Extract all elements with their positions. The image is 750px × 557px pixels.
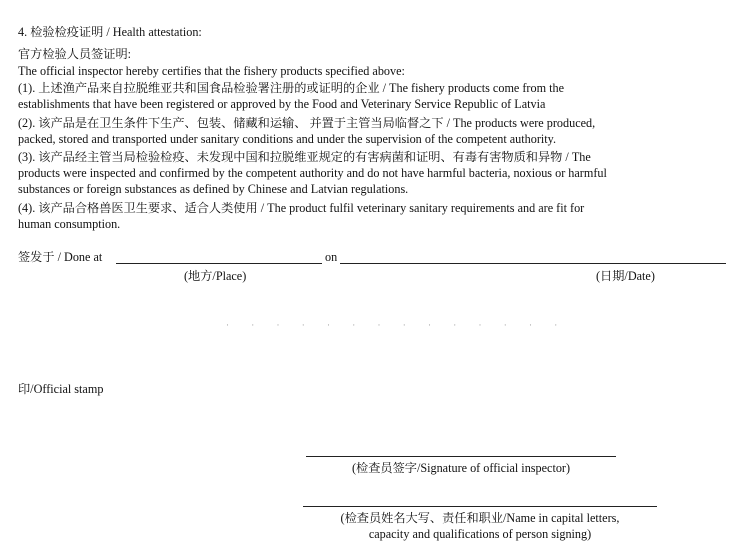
section-sub-heading: 官方检验人员签证明: [18,47,132,61]
date-field-line[interactable] [340,263,726,264]
done-at-label: 签发于 / Done at [18,250,103,264]
place-field-line[interactable] [116,263,322,264]
item-4-line-1: (4). 该产品合格兽医卫生要求、适合人类使用 / The product fulfil veterinary sanitary requirements and are fit for [18,201,585,215]
signature-caption: (检查员签字/Signature of official inspector) [351,461,571,475]
scan-noise: · · · · · · · · · · · · · · [226,320,568,330]
signature-line[interactable] [306,456,616,457]
name-line[interactable] [303,506,657,507]
item-3-line-1: (3). 该产品经主管当局检验检疫、未发现中国和拉脱维亚规定的有害病菌和证明、有毒有害物质和异物 / The [18,150,591,164]
date-caption: (日期/Date) [596,269,655,283]
place-caption: (地方/Place) [184,269,247,283]
section-heading: 4. 检验检疫证明 / Health attestation: [18,25,202,39]
item-2-line-1: (2). 该产品是在卫生条件下生产、包装、储藏和运输、 并置于主管当局临督之下 / The products were produced, [18,116,596,130]
item-2-line-2: packed, stored and transported under sanitary conditions and under the supervision of the competent authority. [18,132,557,146]
on-label: on [325,250,338,264]
item-1-line-1: (1). 上述渔产品来自拉脱维亚共和国食品检验署注册的或证明的企业 / The fishery products come from the [18,81,565,95]
item-3-line-3: substances or foreign substances as defined by Chinese and Latvian regulations. [18,182,409,196]
item-3-line-2: products were inspected and confirmed by the competent authority and do not have harmful bacteria, noxious or harmful [18,166,607,180]
section-intro: The official inspector hereby certifies that the fishery products specified above: [18,64,405,78]
item-4-line-2: human consumption. [18,217,121,231]
official-stamp-label: 印/Official stamp [18,382,104,396]
item-1-line-2: establishments that have been registered or approved by the Food and Veterinary Service Republic of Latvia [18,97,546,111]
name-caption-line-2: capacity and qualifications of person signing) [368,527,592,541]
name-caption-line-1: (检查员姓名大写、责任和职业/Name in capital letters, [340,511,620,525]
